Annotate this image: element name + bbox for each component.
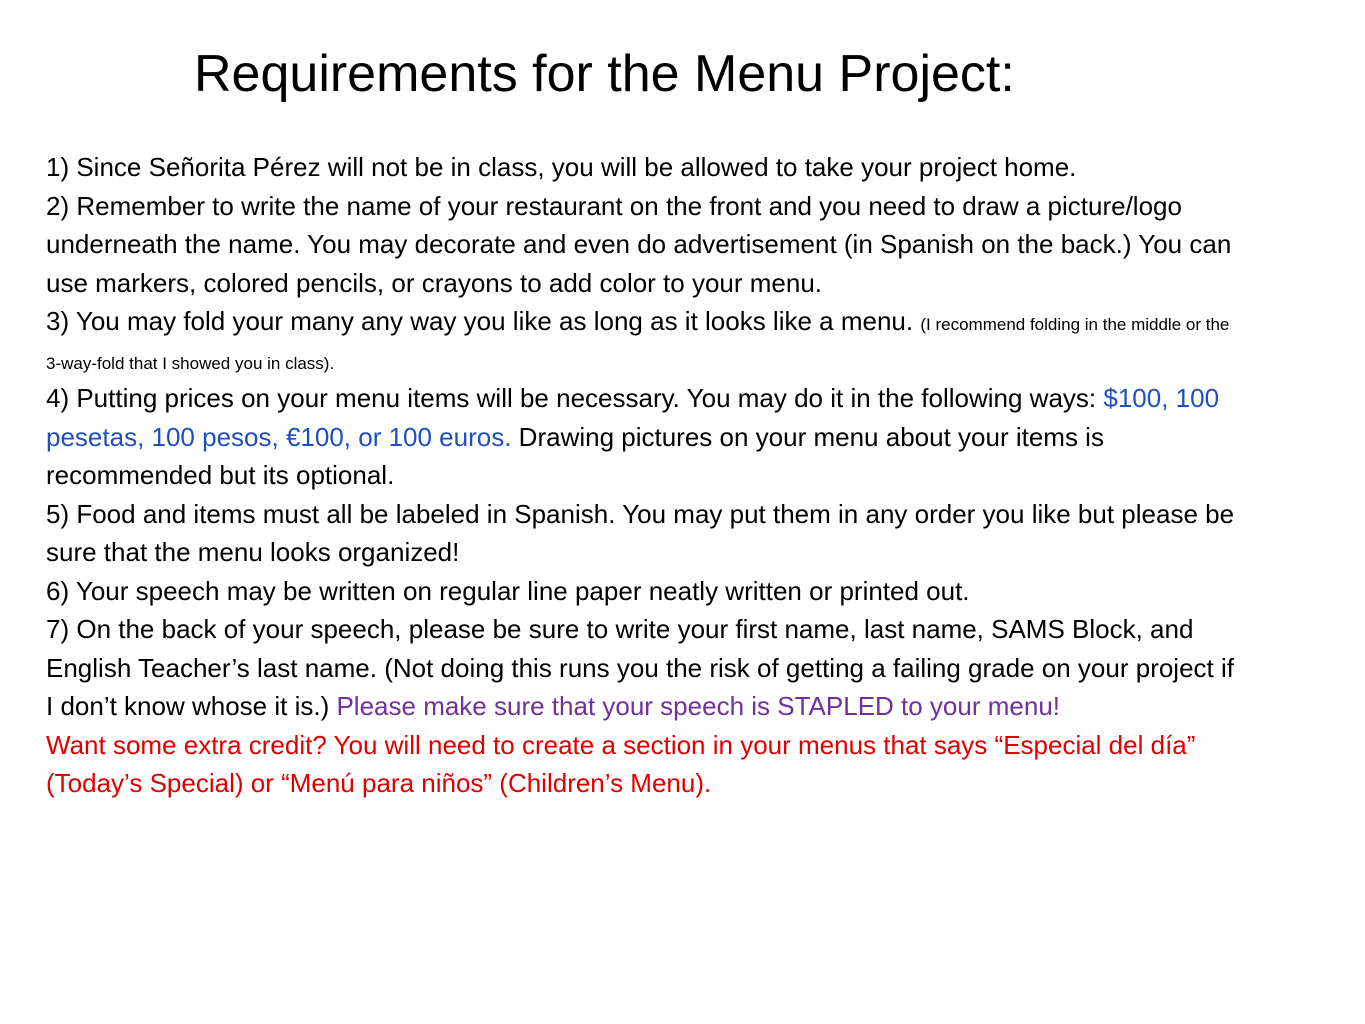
requirement-4-drawing-note: Drawing pictures on your menu about your items is recommended but its optional. [46, 421, 1104, 490]
requirement-7 [46, 610, 1236, 726]
requirement-6: 6) Your speech may be written on regular line paper neatly written or printed out. [46, 575, 970, 606]
requirement-7-staple-note: Please make sure that your speech is STAPLED to your menu! [336, 691, 1060, 721]
requirement-2: 2) Remember to write the name of your restaurant on the front and you need to draw a picture/logo underneath the name. You may decorate and even do advertisement (in Spanish on the back.) You can use markers, colored pencils, or crayons to add color to your menu. [46, 190, 1232, 298]
requirement-3 [46, 302, 1236, 379]
requirement-4-prices: $100, 100 pesetas, 100 pesos, €100, or 100 euros. [46, 383, 1220, 452]
requirement-5: 5) Food and items must all be labeled in Spanish. You may put them in any order you like but please be sure that the menu looks organized! [46, 498, 1235, 567]
requirement-7-text: 7) On the back of your speech, please be sure to write your first name, last name, SAMS Block, and English Teacher’s last name. (Not doing this runs you the risk of getting a failing grade on your project if I don’t know whose it is.) [46, 614, 1234, 721]
requirement-3-note: (I recommend folding in the middle or the 3-way-fold that I showed you in class). [46, 315, 1230, 373]
requirement-1: 1) Since Señorita Pérez will not be in class, you will be allowed to take your project home. [46, 152, 1077, 182]
requirement-4-text: 4) Putting prices on your menu items will be necessary. You may do it in the following ways: [46, 383, 1097, 413]
requirement-4 [46, 379, 1236, 495]
requirements-list [46, 148, 1236, 803]
requirement-3-text: 3) You may fold your many any way you like as long as it looks like a menu. [46, 306, 914, 336]
slide-title: Requirements for the Menu Project: [194, 45, 1015, 103]
extra-credit-note: Want some extra credit? You will need to create a section in your menus that says “Especial del día” (Today’s Special) or “Menú para niños” (Children’s Menu). [46, 729, 1196, 798]
